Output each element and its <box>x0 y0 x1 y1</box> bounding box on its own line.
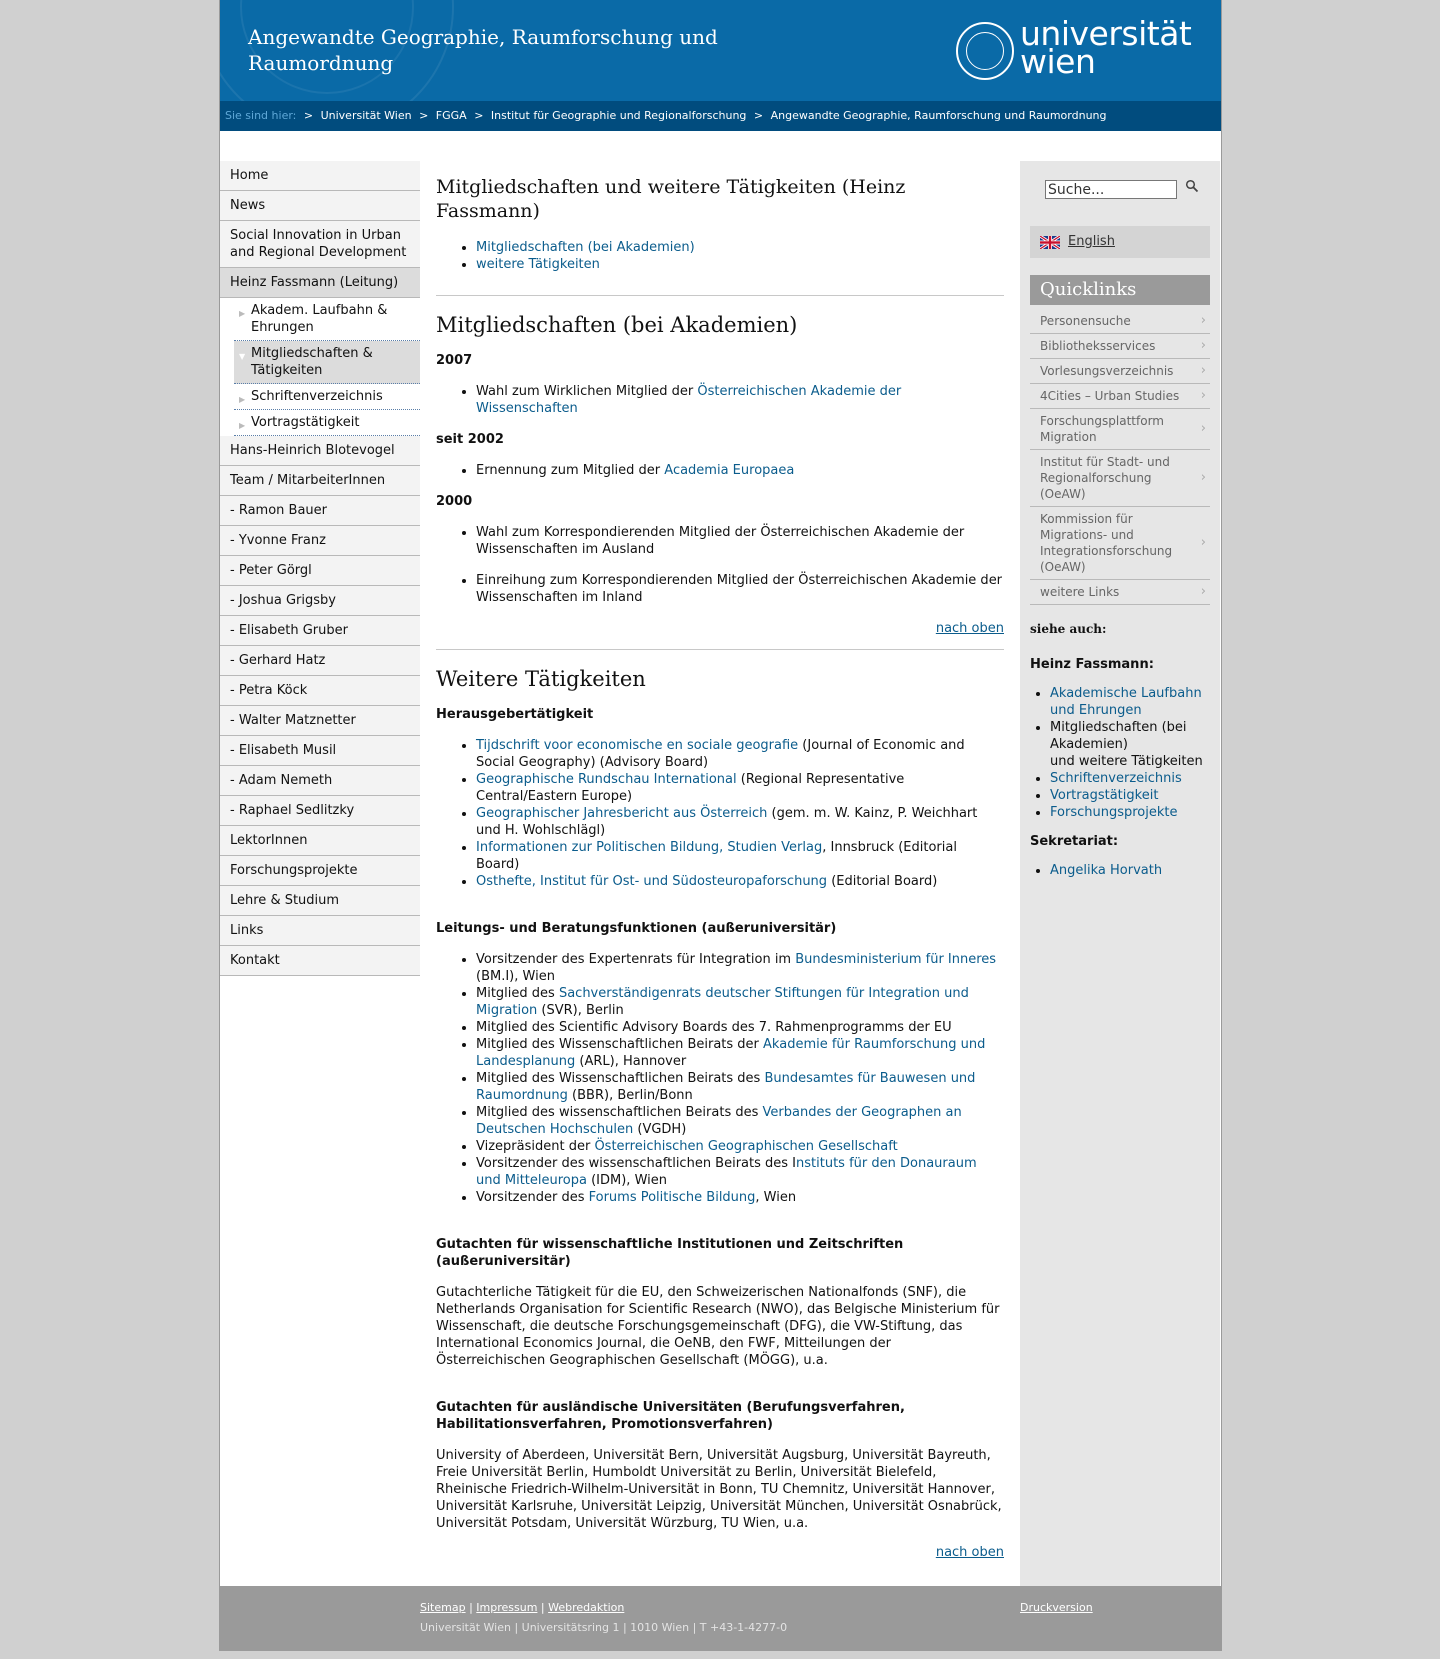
link[interactable]: nstituts für den Donauraum und Mitteleuropa <box>476 1156 977 1188</box>
university-logo[interactable] <box>956 14 1192 84</box>
nav-item-heinz-fassmann[interactable]: Heinz Fassmann (Leitung) <box>220 268 420 298</box>
link[interactable]: Geographische Rundschau International <box>476 772 737 787</box>
breadcrumb-item-current[interactable]: Angewandte Geographie, Raumforschung und Raumordnung <box>770 109 1107 122</box>
site-header <box>220 0 1221 101</box>
right-sidebar <box>1020 161 1220 1586</box>
see-also-list <box>1030 685 1215 821</box>
uk-flag-icon <box>1040 236 1060 249</box>
list-item: • Mitglied des Wissenschaftlichen Beirats der Akademie für Raumforschung und Landesplanung (ARL), Hannover <box>476 1036 1004 1070</box>
quicklink-item[interactable]: Institut für Stadt- und Regionalforschung (OeAW) › <box>1030 450 1210 507</box>
list-item: • Vorsitzender des wissenschaftlichen Beirats des Instituts für den Donauraum und Mitteleuropa (IDM), Wien <box>476 1155 1004 1189</box>
nav-item[interactable]: - Raphael Sedlitzky <box>220 796 420 826</box>
page-title: Mitgliedschaften und weitere Tätigkeiten (Heinz Fassmann) <box>436 176 906 222</box>
chevron-right-icon: › <box>1200 584 1206 599</box>
list-item: • Mitglied des Scientific Advisory Boards des 7. Rahmenprogramms der EU <box>476 1019 1004 1036</box>
toc-item <box>476 239 1004 256</box>
quicklinks-list <box>1030 309 1210 605</box>
nav-item[interactable]: - Ramon Bauer <box>220 496 420 526</box>
triangle-right-icon: ▶ <box>239 421 246 430</box>
nav-item[interactable]: - Gerhard Hatz <box>220 646 420 676</box>
breadcrumb-item[interactable]: Universität Wien <box>320 109 412 122</box>
toc-link[interactable]: Mitgliedschaften (bei Akademien) <box>476 240 695 255</box>
list-item <box>1050 787 1215 804</box>
nav-item[interactable]: LektorInnen <box>220 826 420 856</box>
link[interactable]: Geographischer Jahresbericht aus Österreich <box>476 806 768 821</box>
triangle-down-icon: ▼ <box>239 352 246 361</box>
subsection-heading: Leitungs- und Beratungsfunktionen (außeruniversitär) <box>436 921 837 936</box>
list-item <box>1050 862 1215 879</box>
footer-address: Universität Wien | Universitätsring 1 | 1010 Wien | T +43-1-4277-0 <box>420 1621 788 1634</box>
see-also-box <box>1030 621 1215 891</box>
link[interactable]: Akademie für Raumforschung und Landesplanung <box>476 1037 986 1069</box>
quicklink-item[interactable]: weitere Links › <box>1030 580 1210 605</box>
quicklink-item[interactable]: Vorlesungsverzeichnis › <box>1030 359 1210 384</box>
webredaktion-link[interactable]: Webredaktion <box>548 1601 625 1614</box>
breadcrumb: Sie sind hier: > Universität Wien > FGGA > Institut für Geographie und Regionalforschung > Angewandte Geographie, Raumforschung und Raumordnung <box>220 101 1221 131</box>
footer-links: Sitemap | Impressum | Webredaktion <box>420 1601 625 1614</box>
breadcrumb-lead: Sie sind hier: <box>225 109 297 122</box>
back-to-top-link[interactable]: nach oben <box>935 621 1004 636</box>
chevron-right-icon: › <box>1200 338 1206 353</box>
toc-link[interactable]: weitere Tätigkeiten <box>476 257 600 272</box>
list-item: • Mitglied des Sachverständigenrats deutscher Stiftungen für Integration und Migration (SVR), Berlin <box>476 985 1004 1019</box>
site-footer <box>220 1586 1221 1651</box>
nav-item[interactable]: - Adam Nemeth <box>220 766 420 796</box>
see-also-link[interactable]: Schriftenverzeichnis <box>1050 771 1182 786</box>
see-also-link[interactable]: Akademische Laufbahn und Ehrungen <box>1050 686 1202 718</box>
list <box>436 737 1004 890</box>
see-also-title: siehe auch: <box>1030 622 1107 636</box>
search-input[interactable]: Suche... <box>1045 180 1177 199</box>
site-title[interactable]: Angewandte Geographie, Raumforschung und Raumordnung <box>248 25 718 75</box>
subnav-item-laufbahn[interactable]: ▶ Akadem. Laufbahn & Ehrungen <box>234 298 420 341</box>
see-also-link[interactable]: Vortragstätigkeit <box>1050 788 1159 803</box>
nav-item[interactable]: Kontakt <box>220 946 420 976</box>
link[interactable]: Informationen zur Politischen Bildung, Studien Verlag <box>476 840 823 855</box>
list-item: • Osthefte, Institut für Ost- und Südosteuropaforschung (Editorial Board) <box>476 873 1004 890</box>
main-content <box>436 161 1004 1561</box>
nav-item[interactable]: - Walter Matznetter <box>220 706 420 736</box>
subnav-item-vortrag[interactable]: ▶ Vortragstätigkeit <box>234 410 420 436</box>
nav-item[interactable]: Forschungsprojekte <box>220 856 420 886</box>
sekretariat-link[interactable]: Angelika Horvath <box>1050 863 1163 878</box>
divider <box>436 649 1004 650</box>
link[interactable]: Tijdschrift voor economische en sociale geografie <box>476 738 799 753</box>
triangle-right-icon: ▶ <box>239 395 246 404</box>
subnav-item-schriften[interactable]: ▶ Schriftenverzeichnis <box>234 384 420 410</box>
quicklinks-title: Quicklinks <box>1030 275 1210 305</box>
sekretariat-heading: Sekretariat: <box>1030 834 1119 849</box>
link[interactable]: Osthefte, Institut für Ost- und Südosteuropaforschung <box>476 874 828 889</box>
section-title: Mitgliedschaften (bei Akademien) <box>436 313 798 337</box>
breadcrumb-item[interactable]: FGGA <box>435 109 467 122</box>
list-item <box>1050 804 1215 821</box>
link[interactable]: Bundesamtes für Bauwesen und Raumordnung <box>476 1071 976 1103</box>
page <box>219 0 1222 1651</box>
list-item: • Wahl zum Wirklichen Mitglied der Österreichischen Akademie der Wissenschaften <box>476 383 1004 417</box>
link-academia-europaea[interactable]: Academia Europaea <box>664 463 795 478</box>
link[interactable]: Verbandes der Geographen an Deutschen Hochschulen <box>476 1105 962 1137</box>
subsection-heading: Gutachten für ausländische Universitäten (Berufungsverfahren, Habilitationsverfahren, Promotionsverfahren) <box>436 1400 905 1432</box>
list <box>436 524 1004 606</box>
table-of-contents <box>436 239 1004 273</box>
impressum-link[interactable]: Impressum <box>476 1601 538 1614</box>
nav-item[interactable]: Hans-Heinrich Blotevogel <box>220 436 420 466</box>
list-item: • Ernennung zum Mitglied der Academia Europaea <box>476 462 1004 479</box>
list-item: • Wahl zum Korrespondierenden Mitglied der Österreichischen Akademie der Wissenschaften im Ausland <box>476 524 1004 558</box>
nav-item[interactable]: - Peter Görgl <box>220 556 420 586</box>
list-item: • Einreihung zum Korrespondierenden Mitglied der Österreichischen Akademie der Wissenschaften im Inland <box>476 572 1004 606</box>
nav-item[interactable]: - Joshua Grigsby <box>220 586 420 616</box>
language-switch[interactable] <box>1030 226 1210 258</box>
sitemap-link[interactable]: Sitemap <box>420 1601 466 1614</box>
list-item <box>1050 685 1215 719</box>
list-item: • Informationen zur Politischen Bildung, Studien Verlag, Innsbruck (Editorial Board) <box>476 839 1004 873</box>
nav-submenu <box>220 298 420 436</box>
subsection-heading: Gutachten für wissenschaftliche Institutionen und Zeitschriften (außeruniversitär) <box>436 1237 904 1269</box>
list-item: • Mitglied des wissenschaftlichen Beirats des Verbandes der Geographen an Deutschen Hochschulen (VGDH) <box>476 1104 1004 1138</box>
nav-item-social-innovation[interactable]: Social Innovation in Urban and Regional Development <box>220 221 420 268</box>
quicklink-item[interactable]: Personensuche › <box>1030 309 1210 334</box>
list-item: • Mitglied des Wissenschaftlichen Beirats des Bundesamtes für Bauwesen und Raumordnung (BBR), Berlin/Bonn <box>476 1070 1004 1104</box>
university-seal-icon <box>956 22 1014 80</box>
see-also-link[interactable]: Forschungsprojekte <box>1050 805 1178 820</box>
chevron-right-icon: › <box>1200 535 1206 550</box>
list-item <box>1050 770 1215 787</box>
list-item: • Tijdschrift voor economische en sociale geografie (Journal of Economic and Social Geography) (Advisory Board) <box>476 737 1004 771</box>
chevron-right-icon: › <box>1200 421 1206 436</box>
list <box>436 462 1004 479</box>
link-oeaw[interactable]: Österreichischen Akademie der Wissenschaften <box>476 384 902 416</box>
year-heading: 2000 <box>436 494 473 509</box>
quicklink-item[interactable]: 4Cities – Urban Studies › <box>1030 384 1210 409</box>
list <box>436 383 1004 417</box>
list-item: • Geographische Rundschau International (Regional Representative Central/Eastern Europe) <box>476 771 1004 805</box>
nav-item[interactable]: - Yvonne Franz <box>220 526 420 556</box>
language-label[interactable]: English <box>1068 234 1115 249</box>
nav-item[interactable]: Team / MitarbeiterInnen <box>220 466 420 496</box>
chevron-right-icon: › <box>1200 363 1206 378</box>
link[interactable]: Bundesministerium für Inneres <box>795 952 997 967</box>
subsection-heading: Herausgebertätigkeit <box>436 707 594 722</box>
paragraph: Gutachterliche Tätigkeit für die EU, den Schweizerischen Nationalfonds (SNF), die Netherlands Organisation for Scientific Research (NWO), das Belgische Ministerium für Wissenschaft, die deutsche Forschungsgemeinschaft (DFG), die VW-Stiftung, das International Economics Journal, die OeNB, den FWF, Mitteilungen der Österreichischen Geographischen Gesellschaft (MÖGG), u.a. <box>436 1285 1000 1368</box>
link[interactable]: Forums Politische Bildung <box>588 1190 756 1205</box>
nav-item-news[interactable]: News <box>220 191 420 221</box>
nav-item[interactable]: - Petra Köck <box>220 676 420 706</box>
nav-item[interactable]: - Elisabeth Musil <box>220 736 420 766</box>
subnav-item-mitgliedschaften[interactable]: ▼ Mitgliedschaften & Tätigkeiten <box>234 341 420 384</box>
list-item: • Vizepräsident der Österreichischen Geographischen Gesellschaft <box>476 1138 1004 1155</box>
link[interactable]: Sachverständigenrats deutscher Stiftungen für Integration und Migration <box>476 986 969 1018</box>
chevron-right-icon: › <box>1200 470 1206 485</box>
quicklink-item[interactable]: Kommission für Migrations- und Integrationsforschung (OeAW) › <box>1030 507 1210 580</box>
section-title: Weitere Tätigkeiten <box>436 667 646 691</box>
sekretariat-list <box>1030 862 1215 879</box>
breadcrumb-item[interactable]: Institut für Geographie und Regionalforschung <box>490 109 747 122</box>
list-item: • Geographischer Jahresbericht aus Österreich (gem. m. W. Kainz, P. Weichhart und H. Wohlschlägl) <box>476 805 1004 839</box>
print-version-link[interactable]: Druckversion <box>1020 1601 1093 1614</box>
quicklink-item[interactable]: Forschungsplattform Migration › <box>1030 409 1210 450</box>
quicklink-item[interactable]: Bibliotheksservices › <box>1030 334 1210 359</box>
divider <box>436 295 1004 296</box>
nav-item[interactable]: Lehre & Studium <box>220 886 420 916</box>
search-icon[interactable] <box>1185 179 1199 193</box>
back-to-top <box>436 620 1004 637</box>
year-heading: 2007 <box>436 353 473 368</box>
year-heading: seit 2002 <box>436 432 504 447</box>
nav-item[interactable]: Links <box>220 916 420 946</box>
list-item: • Vorsitzender des Forums Politische Bildung, Wien <box>476 1189 1004 1206</box>
left-navigation <box>220 161 420 976</box>
link[interactable]: Österreichischen Geographischen Gesellschaft <box>594 1139 898 1154</box>
back-to-top-link[interactable]: nach oben <box>935 1545 1004 1560</box>
back-to-top <box>436 1544 1004 1561</box>
see-also-heading: Heinz Fassmann: <box>1030 657 1154 672</box>
list-item-current: • Mitgliedschaften (bei Akademien) und weitere Tätigkeiten <box>1050 719 1215 770</box>
chevron-right-icon: › <box>1200 388 1206 403</box>
list <box>436 951 1004 1206</box>
logo-text: universität wien <box>1020 14 1192 81</box>
triangle-right-icon: ▶ <box>239 309 246 318</box>
nav-item[interactable]: - Elisabeth Gruber <box>220 616 420 646</box>
toc-item <box>476 256 1004 273</box>
nav-item-home[interactable]: Home <box>220 161 420 191</box>
paragraph: University of Aberdeen, Universität Bern, Universität Augsburg, Universität Bayreuth, Freie Universität Berlin, Humboldt Universität zu Berlin, Universität Bielefeld, Rheinische Friedrich-Wilhelm-Universität in Bonn, TU Chemnitz, Universität Hannover, Universität Karlsruhe, Universität Leipzig, Universität München, Universität Osnabrück, Universität Potsdam, Universität Würzburg, TU Wien, u.a. <box>436 1448 1002 1531</box>
chevron-right-icon: › <box>1200 313 1206 328</box>
list-item: • Vorsitzender des Expertenrats für Integration im Bundesministerium für Inneres (BM.I), Wien <box>476 951 1004 985</box>
